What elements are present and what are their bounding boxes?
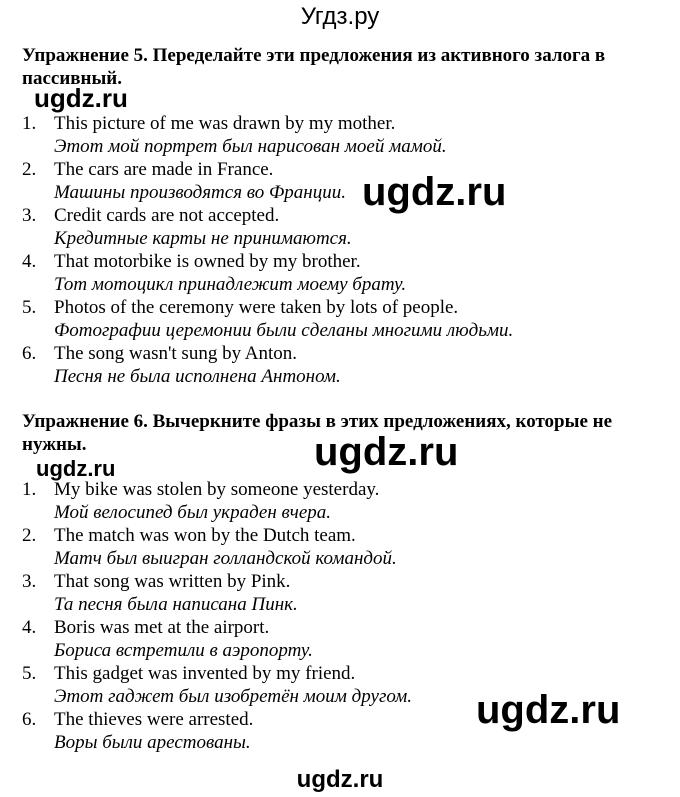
english-sentence: The thieves were arrested. <box>54 709 254 730</box>
russian-translation: Матч был выигран голландской командой. <box>54 548 397 569</box>
exercise-5-list <box>22 112 662 388</box>
item-number: 3. <box>22 205 37 226</box>
english-sentence: Credit cards are not accepted. <box>54 205 280 226</box>
russian-translation: Мой велосипед был украден вчера. <box>54 502 332 523</box>
item-number: 5. <box>22 297 37 318</box>
english-sentence: Photos of the ceremony were taken by lots of people. <box>54 297 459 318</box>
english-sentence: The song wasn't sung by Anton. <box>54 343 298 364</box>
item-number: 6. <box>22 709 37 730</box>
list-item <box>22 112 662 158</box>
watermark: ugdz.ru <box>314 430 459 474</box>
exercise-6-title: Упражнение 6. Вычеркните фразы в этих предложениях, которые не нужны. <box>22 411 613 455</box>
russian-translation: Этот гаджет был изобретён моим другом. <box>54 686 413 707</box>
list-item <box>22 158 662 204</box>
english-sentence: Boris was met at the airport. <box>54 617 270 638</box>
watermark: ugdz.ru <box>34 83 128 113</box>
russian-translation: Песня не была исполнена Антоном. <box>54 366 341 387</box>
item-number: 5. <box>22 663 37 684</box>
list-item <box>22 342 662 388</box>
watermark: ugdz.ru <box>36 456 116 481</box>
list-item <box>22 204 662 250</box>
russian-translation: Бориса встретили в аэропорту. <box>54 640 313 661</box>
english-sentence: My bike was stolen by someone yesterday. <box>54 479 380 500</box>
english-sentence: That song was written by Pink. <box>54 571 291 592</box>
english-sentence: This picture of me was drawn by my mother. <box>54 113 396 134</box>
russian-translation: Воры были арестованы. <box>54 732 251 753</box>
watermark: ugdz.ru <box>362 170 507 214</box>
item-number: 4. <box>22 617 37 638</box>
item-number: 3. <box>22 571 37 592</box>
list-item <box>22 616 662 662</box>
english-sentence: This gadget was invented by my friend. <box>54 663 356 684</box>
list-item <box>22 250 662 296</box>
english-sentence: The cars are made in France. <box>54 159 274 180</box>
site-header: Угдз.ру <box>300 3 380 30</box>
list-item <box>22 570 662 616</box>
russian-translation: Та песня была написана Пинк. <box>54 594 298 615</box>
footer-watermark: ugdz.ru <box>296 766 384 793</box>
russian-translation: Кредитные карты не принимаются. <box>54 228 352 249</box>
russian-translation: Фотографии церемонии были сделаны многими людьми. <box>54 320 514 341</box>
list-item <box>22 524 662 570</box>
russian-translation: Тот мотоцикл принадлежит моему брату. <box>54 274 407 295</box>
list-item <box>22 478 662 524</box>
list-item <box>22 296 662 342</box>
watermark: ugdz.ru <box>476 688 621 732</box>
item-number: 4. <box>22 251 37 272</box>
item-number: 2. <box>22 159 37 180</box>
english-sentence: The match was won by the Dutch team. <box>54 525 356 546</box>
item-number: 2. <box>22 525 37 546</box>
english-sentence: That motorbike is owned by my brother. <box>54 251 361 272</box>
item-number: 1. <box>22 113 37 134</box>
russian-translation: Машины производятся во Франции. <box>54 182 346 203</box>
exercise-5-title: Упражнение 5. Переделайте эти предложения из активного залога в пассивный. <box>22 45 606 89</box>
item-number: 1. <box>22 479 37 500</box>
item-number: 6. <box>22 343 37 364</box>
russian-translation: Этот мой портрет был нарисован моей мамой. <box>54 136 447 157</box>
